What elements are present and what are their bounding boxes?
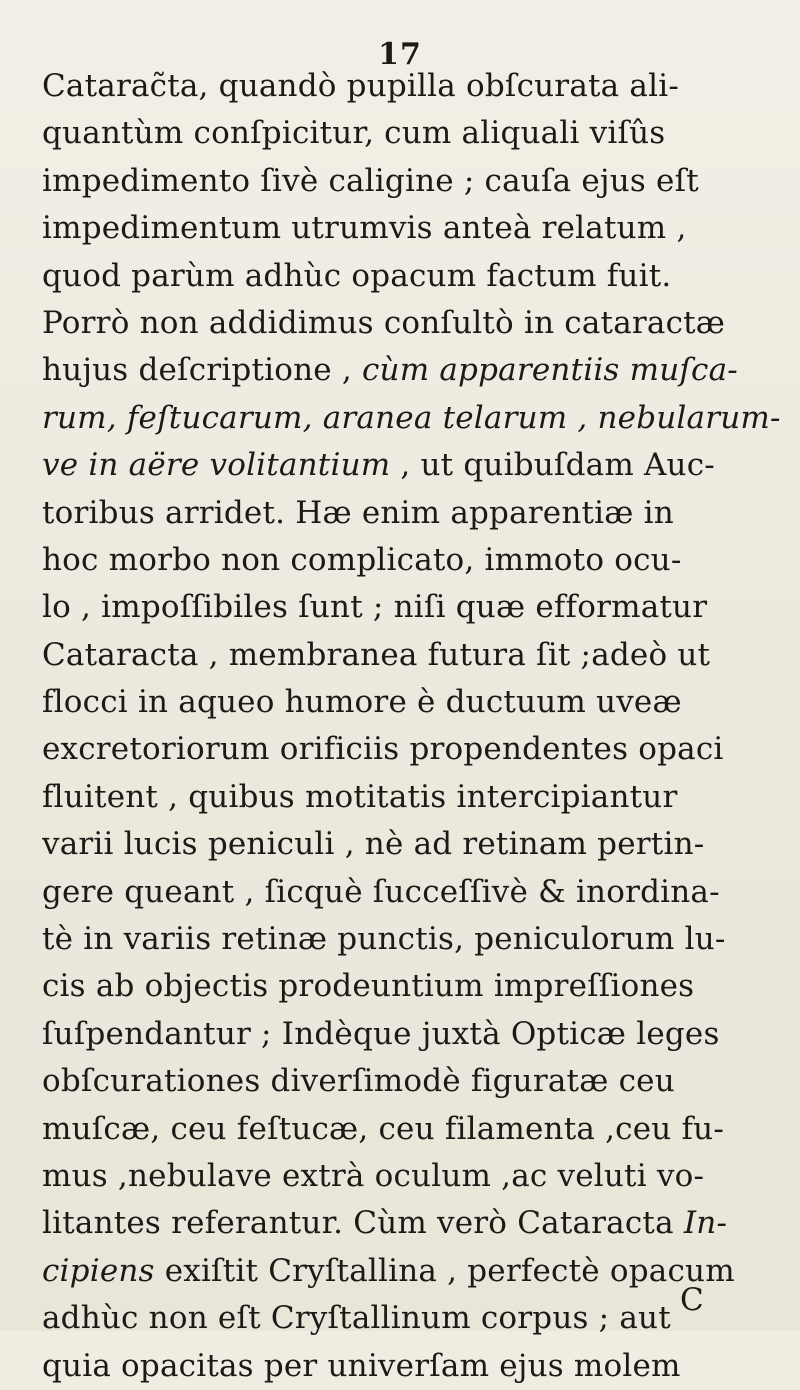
text-segment: adhùc non eſt Cryſtallinum corpus ; aut bbox=[42, 1300, 671, 1337]
text-line bbox=[42, 158, 800, 205]
text-segment: ſuſpendantur ; Indèque juxtà Opticæ leges bbox=[42, 1015, 720, 1052]
text-line bbox=[42, 1011, 800, 1058]
text-segment: lo , impoſſibiles ſunt ; niſi quæ efformatur bbox=[42, 589, 708, 626]
text-segment: quia opacitas per univerſam ejus molem bbox=[42, 1347, 681, 1384]
text-segment: cis ab objectis prodeuntium impreſſiones bbox=[42, 968, 695, 1005]
text-line bbox=[42, 205, 800, 252]
italic-segment: cipiens bbox=[42, 1252, 155, 1289]
text-line bbox=[42, 1343, 800, 1390]
text-line bbox=[42, 442, 800, 489]
text-segment: litantes referantur. Cùm verò Cataracta bbox=[42, 1205, 684, 1242]
text-segment: hoc morbo non complicato, immoto ocu- bbox=[42, 541, 682, 578]
page-number: 17 bbox=[378, 37, 422, 72]
text-line bbox=[42, 869, 800, 916]
text-line bbox=[42, 490, 800, 537]
text-line bbox=[42, 584, 800, 631]
italic-segment: cùm apparentiis muſca- bbox=[361, 352, 738, 389]
text-line bbox=[42, 632, 800, 679]
text-line bbox=[42, 821, 800, 868]
text-segment: varii lucis peniculi , nè ad retinam pertin- bbox=[42, 826, 705, 863]
text-segment: exiſtit Cryſtallina , perfectè opacum bbox=[154, 1252, 735, 1289]
text-line bbox=[42, 1106, 800, 1153]
text-segment: impedimentum utrumvis anteà relatum , bbox=[42, 210, 687, 247]
catchword: C bbox=[680, 1282, 704, 1318]
text-segment: toribus arridet. Hæ enim apparentiæ in bbox=[42, 494, 674, 531]
text-line bbox=[42, 726, 800, 773]
italic-segment: rum, feſtucarum, aranea telarum , nebularum- bbox=[42, 399, 781, 436]
text-line bbox=[42, 1200, 800, 1247]
text-segment: tè in variis retinæ punctis, peniculorum lu- bbox=[42, 921, 726, 958]
text-segment: Catarac̃ta, quandò pupilla obſcurata ali- bbox=[42, 68, 679, 104]
text-segment: Cataracta , membranea futura ſit ;adeò ut bbox=[42, 636, 711, 673]
text-line bbox=[42, 395, 800, 442]
text-segment: fluitent , quibus motitatis intercipiantur bbox=[42, 778, 678, 815]
text-line bbox=[42, 679, 800, 726]
text-segment: , ut quibuſdam Auc- bbox=[390, 447, 715, 484]
text-segment: obſcurationes diverſimodè figuratæ ceu bbox=[42, 1063, 675, 1100]
text-line bbox=[42, 774, 800, 821]
text-segment: gere queant , ſicquè ſucceſſivè & inordina- bbox=[42, 873, 720, 910]
text-line bbox=[42, 63, 800, 110]
text-segment: hujus deſcriptione , bbox=[42, 352, 362, 389]
text-line bbox=[42, 537, 800, 584]
text-line bbox=[42, 963, 800, 1010]
text-line bbox=[42, 110, 800, 157]
text-segment: excretoriorum orificiis propendentes opaci bbox=[42, 731, 724, 768]
text-segment: quod parùm adhùc opacum factum fuit. bbox=[42, 257, 672, 294]
italic-segment: In- bbox=[683, 1205, 728, 1242]
text-segment: quantùm conſpicitur, cum aliquali viſûs bbox=[42, 115, 666, 152]
body-text bbox=[42, 63, 800, 1390]
text-segment: mus ,nebulave extrà oculum ,ac veluti vo- bbox=[42, 1157, 705, 1194]
text-line bbox=[42, 300, 800, 347]
text-segment: muſcæ, ceu feſtucæ, ceu filamenta ,ceu fu- bbox=[42, 1110, 724, 1147]
italic-segment: ve in aëre volitantium bbox=[42, 447, 391, 484]
text-segment: impedimento ſivè caligine ; cauſa ejus eſt bbox=[42, 162, 699, 199]
text-line bbox=[42, 1058, 800, 1105]
text-line bbox=[42, 916, 800, 963]
text-segment: flocci in aqueo humore è ductuum uveæ bbox=[42, 684, 682, 721]
text-segment: Porrò non addidimus conſultò in cataractæ bbox=[42, 304, 726, 341]
text-line bbox=[42, 253, 800, 300]
text-line bbox=[42, 347, 800, 394]
text-line bbox=[42, 1153, 800, 1200]
